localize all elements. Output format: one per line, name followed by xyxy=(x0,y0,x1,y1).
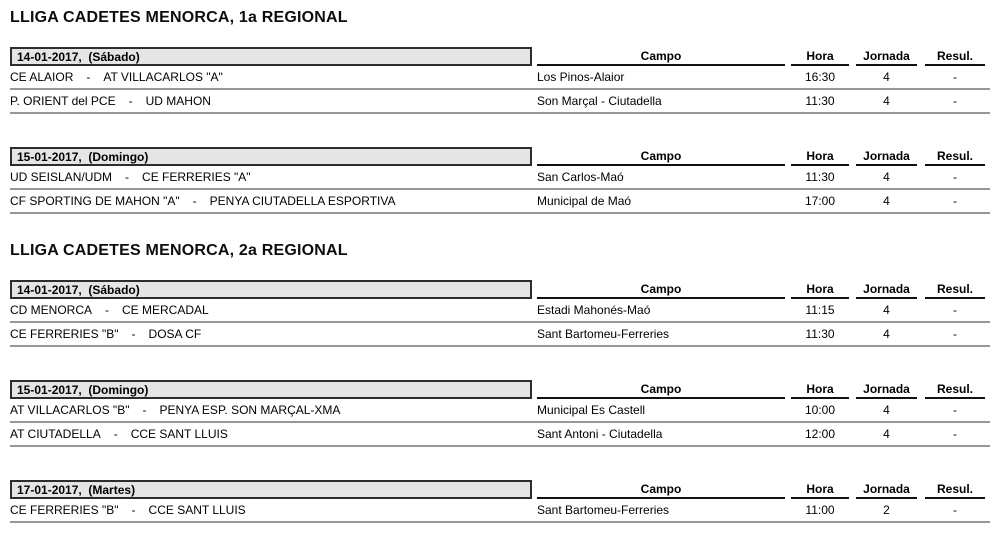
teams-cell xyxy=(10,70,537,84)
teams-cell xyxy=(10,170,537,184)
day-block xyxy=(10,47,990,114)
resul-cell: - xyxy=(953,94,957,108)
column-header-hora: Hora xyxy=(791,280,849,299)
teams-cell xyxy=(10,303,537,317)
league-title: LLIGA CADETES MENORCA, 2a REGIONAL xyxy=(10,242,348,259)
column-header-campo: Campo xyxy=(537,380,785,399)
table-header-row xyxy=(10,480,990,499)
match-row xyxy=(10,423,990,447)
date-header-box: 15-01-2017, (Domingo) xyxy=(10,380,532,399)
vs-dash: - xyxy=(128,94,133,108)
away-team: PENYA CIUTADELLA ESPORTIVA xyxy=(209,194,396,208)
jornada-cell: 4 xyxy=(883,70,890,84)
hora-cell: 17:00 xyxy=(804,194,836,208)
day-matches xyxy=(10,499,990,523)
vs-dash: - xyxy=(113,427,118,441)
match-row xyxy=(10,66,990,90)
day-matches xyxy=(10,299,990,347)
home-team: CD MENORCA xyxy=(10,303,93,317)
column-header-jornada: Jornada xyxy=(856,480,917,499)
resul-cell: - xyxy=(953,327,957,341)
column-header-jornada: Jornada xyxy=(856,380,917,399)
column-header-campo: Campo xyxy=(537,480,785,499)
column-header-resul: Resul. xyxy=(925,47,985,66)
column-header-hora: Hora xyxy=(791,47,849,66)
hora-cell: 11:15 xyxy=(805,303,835,317)
match-row xyxy=(10,323,990,347)
home-team: UD SEISLAN/UDM xyxy=(10,170,113,184)
away-team: CE FERRERIES "A" xyxy=(142,170,251,184)
resul-cell: - xyxy=(953,303,957,317)
campo-cell: Sant Bartomeu-Ferreries xyxy=(537,503,670,517)
table-header-row xyxy=(10,147,990,166)
away-team: CE MERCADAL xyxy=(122,303,209,317)
campo-cell: Municipal de Maó xyxy=(537,194,632,208)
away-team: UD MAHON xyxy=(145,94,211,108)
hora-cell: 11:30 xyxy=(805,170,835,184)
league-days xyxy=(10,47,990,214)
date-header-cell xyxy=(10,147,537,166)
day-block xyxy=(10,280,990,347)
column-header-jornada: Jornada xyxy=(856,280,917,299)
day-block xyxy=(10,380,990,447)
match-row xyxy=(10,190,990,214)
jornada-cell: 4 xyxy=(883,427,890,441)
jornada-cell: 4 xyxy=(883,403,890,417)
match-row xyxy=(10,299,990,323)
column-header-hora: Hora xyxy=(791,147,849,166)
teams-cell xyxy=(10,403,537,417)
campo-cell: Sant Bartomeu-Ferreries xyxy=(537,327,670,341)
hora-cell: 11:30 xyxy=(805,94,835,108)
date-header-cell xyxy=(10,480,537,499)
hora-cell: 11:30 xyxy=(805,327,835,341)
column-header-resul: Resul. xyxy=(925,380,985,399)
jornada-cell: 4 xyxy=(883,94,890,108)
campo-cell: Sant Antoni - Ciutadella xyxy=(537,427,663,441)
away-team: AT VILLACARLOS "A" xyxy=(103,70,223,84)
vs-dash: - xyxy=(125,170,130,184)
hora-cell: 10:00 xyxy=(804,403,836,417)
match-row xyxy=(10,399,990,423)
resul-cell: - xyxy=(953,403,957,417)
date-header-box: 17-01-2017, (Martes) xyxy=(10,480,532,499)
league-section xyxy=(10,8,990,214)
teams-cell xyxy=(10,194,537,208)
home-team: P. ORIENT del PCE xyxy=(10,94,116,108)
away-team: DOSA CF xyxy=(148,327,202,341)
column-header-hora: Hora xyxy=(791,380,849,399)
date-header-box: 15-01-2017, (Domingo) xyxy=(10,147,532,166)
away-team: PENYA ESP. SON MARÇAL-XMA xyxy=(159,403,341,417)
day-matches xyxy=(10,399,990,447)
date-header-cell xyxy=(10,280,537,299)
table-header-row xyxy=(10,47,990,66)
home-team: AT CIUTADELLA xyxy=(10,427,101,441)
column-header-campo: Campo xyxy=(537,280,785,299)
hora-cell: 16:30 xyxy=(804,70,836,84)
league-days xyxy=(10,280,990,523)
vs-dash: - xyxy=(192,194,197,208)
resul-cell: - xyxy=(953,70,957,84)
resul-cell: - xyxy=(953,194,957,208)
away-team: CCE SANT LLUIS xyxy=(130,427,228,441)
teams-cell xyxy=(10,503,537,517)
column-header-jornada: Jornada xyxy=(856,47,917,66)
day-matches xyxy=(10,166,990,214)
date-header-box: 14-01-2017, (Sábado) xyxy=(10,280,532,299)
home-team: AT VILLACARLOS "B" xyxy=(10,403,130,417)
vs-dash: - xyxy=(131,503,136,517)
table-header-row xyxy=(10,380,990,399)
home-team: CE ALAIOR xyxy=(10,70,74,84)
column-header-jornada: Jornada xyxy=(856,147,917,166)
resul-cell: - xyxy=(953,170,957,184)
table-header-row xyxy=(10,280,990,299)
vs-dash: - xyxy=(142,403,147,417)
column-header-campo: Campo xyxy=(537,47,785,66)
resul-cell: - xyxy=(953,427,957,441)
jornada-cell: 4 xyxy=(883,170,890,184)
date-header-box: 14-01-2017, (Sábado) xyxy=(10,47,532,66)
date-header-cell xyxy=(10,380,537,399)
column-header-hora: Hora xyxy=(791,480,849,499)
date-header-cell xyxy=(10,47,537,66)
away-team: CCE SANT LLUIS xyxy=(148,503,246,517)
jornada-cell: 4 xyxy=(883,303,890,317)
teams-cell xyxy=(10,94,537,108)
home-team: CE FERRERIES "B" xyxy=(10,503,119,517)
hora-cell: 11:00 xyxy=(805,503,835,517)
league-title: LLIGA CADETES MENORCA, 1a REGIONAL xyxy=(10,9,348,26)
vs-dash: - xyxy=(131,327,136,341)
column-header-resul: Resul. xyxy=(925,480,985,499)
teams-cell xyxy=(10,427,537,441)
hora-cell: 12:00 xyxy=(804,427,836,441)
column-header-resul: Resul. xyxy=(925,280,985,299)
match-row xyxy=(10,166,990,190)
home-team: CE FERRERIES "B" xyxy=(10,327,119,341)
campo-cell: Los Pinos-Alaior xyxy=(537,70,625,84)
jornada-cell: 4 xyxy=(883,194,890,208)
jornada-cell: 4 xyxy=(883,327,890,341)
jornada-cell: 2 xyxy=(883,503,890,517)
home-team: CF SPORTING DE MAHON "A" xyxy=(10,194,180,208)
campo-cell: Estadi Mahonés-Maó xyxy=(537,303,651,317)
day-block xyxy=(10,480,990,523)
match-row xyxy=(10,90,990,114)
resul-cell: - xyxy=(953,503,957,517)
teams-cell xyxy=(10,327,537,341)
vs-dash: - xyxy=(86,70,91,84)
column-header-resul: Resul. xyxy=(925,147,985,166)
league-section xyxy=(10,241,990,523)
column-header-campo: Campo xyxy=(537,147,785,166)
campo-cell: Municipal Es Castell xyxy=(537,403,646,417)
day-block xyxy=(10,147,990,214)
vs-dash: - xyxy=(105,303,110,317)
match-row xyxy=(10,499,990,523)
day-matches xyxy=(10,66,990,114)
campo-cell: Son Marçal - Ciutadella xyxy=(537,94,662,108)
campo-cell: San Carlos-Maó xyxy=(537,170,624,184)
